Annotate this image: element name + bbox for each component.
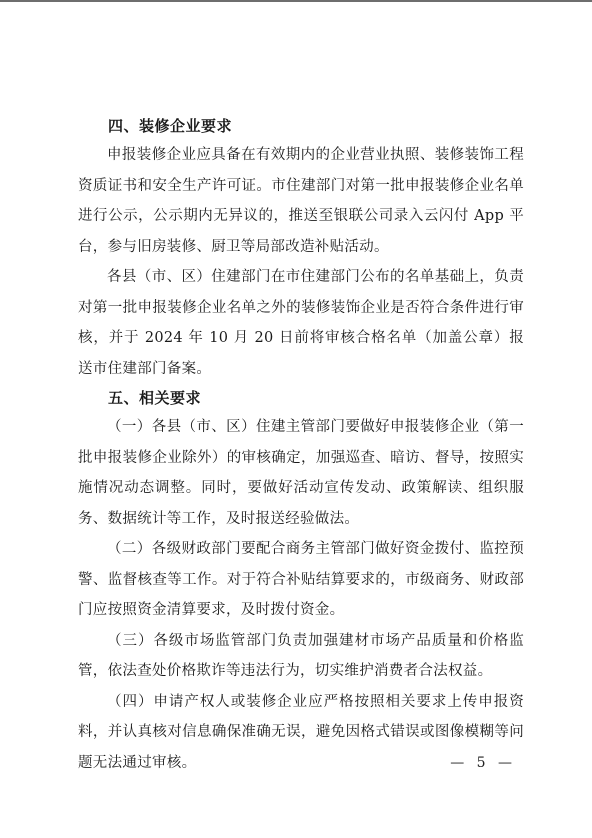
document-body [78,112,524,778]
paragraph: 申报装修企业应具备在有效期内的企业营业执照、装修装饰工程资质证书和安全生产许可证。市住建部门对第一批申报装修企业名单进行公示，公示期内无异议的，推送至银联公司录入云闪付 App 平台，参与旧房装修、厨卫等局部改造补贴活动。 [78,147,524,255]
top-border-line [0,0,592,2]
paragraph: （四）申请产权人或装修企业应严格按照相关要求上传申报资料，并认真核对信息确保准确无误，避免因格式错误或图像模糊等问题无法通过审核。 [78,693,524,771]
paragraph: 各县（市、区）住建部门在市住建部门公布的名单基础上，负责对第一批申报装修企业名单之外的装修装饰企业是否符合条件进行审核，并于 2024 年 10 月 20 日前将审核合格名单（加盖公章）报送市住建部门备案。 [78,269,524,377]
section-heading-enterprise-requirements: 四、装修企业要求 [108,117,233,135]
paragraph: （三）各级市场监管部门负责加强建材市场产品质量和价格监管，依法查处价格欺诈等违法行为，切实维护消费者合法权益。 [78,632,524,679]
page-number: — 5 — [450,755,516,771]
paragraph: （一）各县（市、区）住建主管部门要做好申报装修企业（第一批申报装修企业除外）的审核确定，加强巡查、暗访、督导，按照实施情况动态调整。同时，要做好活动宣传发动、政策解读、组织服务、数据统计等工作，及时报送经验做法。 [78,419,524,527]
paragraph: （二）各级财政部门要配合商务主管部门做好资金拨付、监控预警、监督核查等工作。对于符合补贴结算要求的，市级商务、财政部门应按照资金清算要求，及时拨付资金。 [78,541,524,618]
section-heading-related-requirements: 五、相关要求 [108,389,202,407]
